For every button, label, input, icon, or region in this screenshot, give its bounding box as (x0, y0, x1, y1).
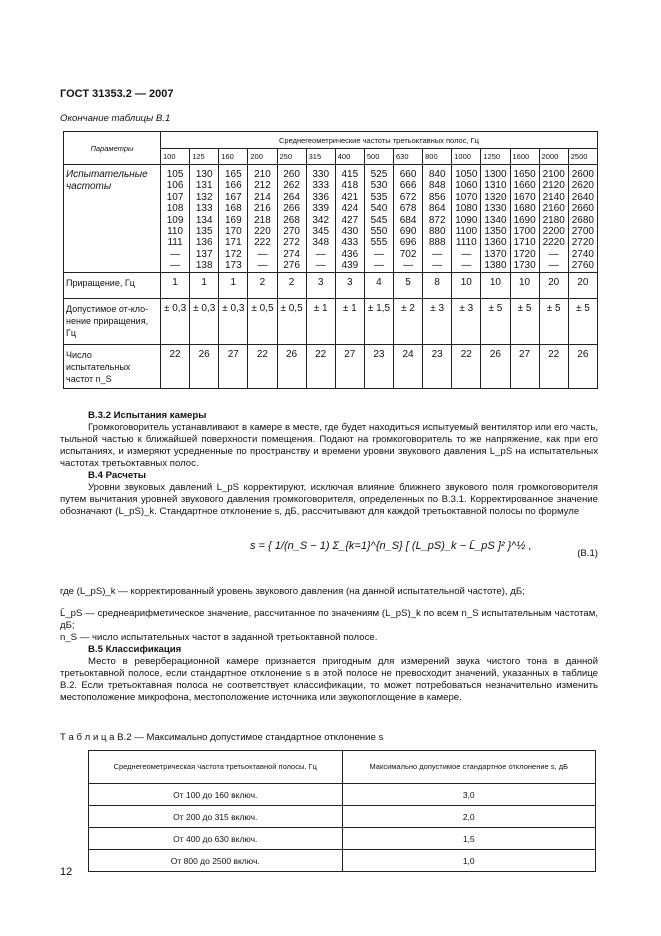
table2-col2-header: Максимально допустимое стандартное отклонение s, дБ (342, 751, 596, 784)
test-freq-value: 1340 (484, 214, 507, 226)
test-freq-value: 2620 (571, 180, 594, 192)
row-value: 23 (423, 344, 452, 388)
test-freq-value: 2160 (542, 203, 565, 215)
test-freq-value: 260 (283, 169, 300, 180)
test-freq-value: 109 (166, 214, 184, 226)
band-range: От 100 до 160 включ. (89, 784, 343, 806)
test-freq-value: 418 (341, 180, 359, 192)
test-freq-value: 1060 (455, 180, 478, 192)
test-freq-value: 430 (341, 226, 359, 238)
max-deviation: 1,5 (342, 828, 596, 850)
test-freq-value: — (315, 260, 326, 272)
test-freq-cell (277, 165, 306, 273)
test-freq-value: 133 (195, 203, 213, 215)
band-range: От 800 до 2500 включ. (89, 850, 343, 872)
table-row (89, 806, 596, 828)
test-freq-value: — (461, 260, 472, 272)
test-freq-value: 2140 (542, 191, 565, 203)
row-value: ± 5 (481, 298, 510, 344)
row-value: 24 (394, 344, 423, 388)
max-deviation: 2,0 (342, 806, 596, 828)
max-deviation: 3,0 (342, 784, 596, 806)
test-freq-value: 108 (166, 203, 184, 215)
test-freq-cell (394, 165, 423, 273)
row-label: Приращение, Гц (64, 272, 161, 298)
test-frequencies-row (64, 165, 598, 273)
row-value: 10 (481, 272, 510, 298)
test-freq-value: 1080 (455, 203, 478, 215)
row-value: ± 5 (539, 298, 568, 344)
test-freq-value: 2680 (571, 214, 594, 226)
row-value: ± 5 (510, 298, 539, 344)
band-header: 1250 (481, 149, 510, 165)
test-freq-value: 540 (370, 203, 388, 215)
body-text (60, 410, 598, 704)
row-value: 4 (364, 272, 393, 298)
test-freq-cell (190, 165, 219, 273)
test-freq-value: 1070 (455, 191, 478, 203)
formula-number: (В.1) (577, 548, 598, 559)
row-value: 23 (364, 344, 393, 388)
row-value: 22 (161, 344, 190, 388)
band-header: 2000 (539, 149, 568, 165)
row-value: ± 3 (423, 298, 452, 344)
test-freq-value: 165 (224, 169, 242, 180)
test-freq-value: 864 (428, 203, 446, 215)
test-freq-value: 333 (312, 180, 330, 192)
test-freq-value: 1330 (484, 203, 507, 215)
table-b1 (63, 131, 598, 389)
test-freq-value: 342 (312, 214, 330, 226)
test-freq-value: 268 (283, 214, 300, 226)
test-freq-value: — (373, 248, 384, 260)
test-freq-value: 2660 (571, 203, 594, 215)
test-freq-value: 170 (224, 226, 242, 238)
test-freq-value: 336 (312, 191, 330, 203)
test-freq-value: 1090 (455, 214, 478, 226)
test-freq-cell (510, 165, 539, 273)
table-row (64, 298, 598, 344)
test-freq-value: 330 (312, 169, 330, 180)
test-freq-value: 1680 (513, 203, 536, 215)
row-value: ± 3 (452, 298, 481, 344)
row-value: ± 1 (335, 298, 364, 344)
test-freq-cell (568, 165, 597, 273)
test-freq-value: 872 (428, 214, 446, 226)
test-freq-value: 1380 (484, 260, 507, 272)
table2-caption: Т а б л и ц а В.2 — Максимально допустимое стандартное отклонение s (60, 732, 384, 743)
test-freq-value: 2720 (571, 237, 594, 249)
test-freq-value: 1660 (513, 180, 536, 192)
test-freq-value: 2640 (571, 191, 594, 203)
test-freq-value: 545 (370, 214, 388, 226)
test-freq-value: 262 (283, 180, 300, 192)
test-freq-value: 132 (195, 191, 213, 203)
test-freq-value: 888 (428, 237, 446, 249)
test-freq-value: 218 (254, 214, 271, 226)
test-freq-value: 348 (312, 237, 330, 249)
row-value: 27 (510, 344, 539, 388)
test-freq-cell (481, 165, 510, 273)
test-freq-value: 168 (224, 203, 242, 215)
test-freq-value: 222 (254, 237, 271, 249)
test-freq-value: 1050 (455, 169, 478, 180)
test-freq-value: 138 (195, 260, 213, 272)
test-freq-value: 2220 (542, 237, 565, 249)
test-freq-value: — (432, 248, 443, 260)
test-freq-value: 270 (283, 226, 300, 238)
row-value: 22 (539, 344, 568, 388)
row-value: ± 1,5 (364, 298, 393, 344)
test-freq-cell (248, 165, 277, 273)
test-freq-value: 1710 (513, 237, 536, 249)
test-freq-cell (364, 165, 393, 273)
table-row (89, 784, 596, 806)
band-range: От 400 до 630 включ. (89, 828, 343, 850)
row-value: 10 (452, 272, 481, 298)
row-value: 26 (190, 344, 219, 388)
band-header: 315 (306, 149, 335, 165)
table-b2 (88, 750, 596, 872)
row-label: Число испытательных частот n_S (64, 344, 161, 388)
max-deviation: 1,0 (342, 850, 596, 872)
row-value: 22 (452, 344, 481, 388)
band-header: 160 (219, 149, 248, 165)
table-row (89, 828, 596, 850)
row-value: ± 5 (568, 298, 597, 344)
test-freq-value: — (432, 260, 443, 272)
test-freq-cell (161, 165, 190, 273)
test-freq-value: 111 (167, 237, 183, 249)
test-freq-value: 171 (224, 237, 242, 249)
test-freq-value: 535 (370, 191, 388, 203)
test-freq-value: 424 (341, 203, 359, 215)
test-freq-value: 137 (195, 248, 213, 260)
test-freq-value: 880 (428, 226, 446, 238)
row-value: 3 (335, 272, 364, 298)
band-header: 500 (364, 149, 393, 165)
test-freq-value: 684 (399, 214, 417, 226)
test-freq-value: 276 (283, 260, 300, 272)
section-b32-text: Громкоговоритель устанавливают в камере в месте, где будет находиться испытуемый вентилятор или его часть, тыльной частью к ближайшей поверхности помещения. Подают на громкоговоритель то же напряжение, как при его испытаниях, и измеряют усредненные по пространству и времени уровни звукового давления L_pS на испытательных частотах третьоктавных полос. (60, 422, 598, 469)
test-freq-value: 135 (195, 226, 213, 238)
section-b4-text: Уровни звуковых давлений L_pS корректируют, исключая влияние ближнего звукового поля громкоговорителя путем вычитания уровней звукового давления громкоговорителя, определенных по В.3.1. Корректированное значение обозначают (L_pS)_k. Стандартное отклонение s, дБ, рассчитывают для каждой третьоктавной полосы по формуле (60, 482, 598, 517)
test-freq-cell (423, 165, 452, 273)
test-freq-value: — (548, 248, 559, 260)
test-freq-value: 2700 (571, 226, 594, 238)
table-row (64, 272, 598, 298)
test-freq-value: 2120 (542, 180, 565, 192)
test-freq-value: 555 (370, 237, 388, 249)
test-freq-value: 264 (283, 191, 300, 203)
band-range: От 200 до 315 включ. (89, 806, 343, 828)
test-freq-value: 2100 (542, 169, 565, 180)
test-freq-value: 702 (399, 248, 417, 260)
test-freq-value: 415 (341, 169, 359, 180)
test-freq-value: 214 (254, 191, 271, 203)
test-freq-cell (335, 165, 364, 273)
test-freq-value: 427 (341, 214, 359, 226)
test-freq-value: 131 (195, 180, 213, 192)
definition-ns: n_S — число испытательных частот в заданной третьоктавной полосе. (60, 632, 378, 643)
test-freq-value: 550 (370, 226, 388, 238)
test-freq-value: 1320 (484, 191, 507, 203)
test-freq-value: 1310 (484, 180, 507, 192)
test-freq-cell (539, 165, 568, 273)
band-header: 200 (248, 149, 277, 165)
test-freq-value: 272 (283, 237, 300, 249)
section-b4-title: В.4 Расчеты (88, 470, 146, 481)
band-header: 630 (394, 149, 423, 165)
row-value: ± 0,3 (161, 298, 190, 344)
test-freq-value: 212 (254, 180, 271, 192)
test-freq-value: 345 (312, 226, 330, 238)
test-freq-value: 525 (370, 169, 388, 180)
test-freq-value: — (548, 260, 559, 272)
row-value: ± 0,3 (219, 298, 248, 344)
test-freq-value: 2180 (542, 214, 565, 226)
test-freq-value: 436 (341, 248, 359, 260)
test-freq-value: 167 (224, 191, 242, 203)
band-header: 400 (335, 149, 364, 165)
test-freq-value: 2200 (542, 226, 565, 238)
test-freq-value: 339 (312, 203, 330, 215)
row-value: ± 1 (306, 298, 335, 344)
test-freq-value: 2600 (571, 169, 594, 180)
test-freq-value: 172 (224, 248, 242, 260)
row-value: 27 (335, 344, 364, 388)
test-freq-value: 166 (224, 180, 242, 192)
test-freq-value: 105 (166, 169, 184, 180)
test-freq-value: 110 (167, 226, 184, 238)
test-freq-value: 1300 (484, 169, 507, 180)
row-value: 20 (568, 272, 597, 298)
test-freq-value: 660 (399, 169, 417, 180)
test-freq-value: 173 (224, 260, 242, 272)
row-value: 27 (219, 344, 248, 388)
test-freq-value: 1700 (513, 226, 536, 238)
param-header: Параметры (64, 132, 161, 165)
test-freq-value: 1670 (513, 191, 536, 203)
row-value: 26 (481, 344, 510, 388)
row-value: 8 (423, 272, 452, 298)
row-value: 20 (539, 272, 568, 298)
test-freq-value: 1100 (455, 226, 478, 238)
test-freq-value: 210 (254, 169, 271, 180)
table2-col1-header: Среднегеометрическая частота третьоктавной полосы, Гц (89, 751, 343, 784)
test-freq-cell (306, 165, 335, 273)
test-freq-value: — (403, 260, 414, 272)
test-freq-value: 169 (224, 214, 242, 226)
test-freq-value: 421 (341, 191, 359, 203)
test-freq-value: 1350 (484, 226, 507, 238)
band-header: 2500 (568, 149, 597, 165)
row-value: 2 (248, 272, 277, 298)
band-header: 800 (423, 149, 452, 165)
test-freq-value: 2760 (571, 260, 594, 272)
row-value: 22 (306, 344, 335, 388)
row-label: Допустимое от-кло-нение приращения, Гц (64, 298, 161, 344)
formula-b1 (60, 530, 598, 582)
group-header: Среднегеометрические частоты третьоктавных полос, Гц (161, 132, 598, 149)
test-freq-value: 107 (166, 191, 184, 203)
test-freq-value: 1360 (484, 237, 507, 249)
test-freq-value: 848 (428, 180, 446, 192)
test-freq-value: 106 (166, 180, 184, 192)
test-freq-value: 130 (195, 169, 213, 180)
row-value: 22 (248, 344, 277, 388)
row-value: 10 (510, 272, 539, 298)
test-freq-value: — (170, 260, 181, 272)
test-freq-cell (452, 165, 481, 273)
definition-lpsk: где (L_pS)_k — корректированный уровень звукового давления (на данной испытательной частоте), дБ; (60, 586, 525, 597)
test-freq-value: 2740 (571, 248, 594, 260)
test-freq-value: 220 (254, 226, 271, 238)
row-value: ± 0,5 (277, 298, 306, 344)
band-header: 1600 (510, 149, 539, 165)
test-freq-value: 530 (370, 180, 388, 192)
test-freq-value: 216 (254, 203, 271, 215)
test-freq-value: 1110 (455, 237, 477, 249)
section-b32-title: В.3.2 Испытания камеры (88, 410, 207, 421)
test-freq-value: 274 (283, 248, 300, 260)
test-freq-value: 666 (399, 180, 417, 192)
test-freq-value: — (315, 248, 326, 260)
row-value: ± 2 (394, 298, 423, 344)
row-value: 26 (277, 344, 306, 388)
page-number: 12 (60, 866, 73, 878)
test-freq-value: 134 (195, 214, 213, 226)
test-freq-value: — (257, 248, 268, 260)
row-value: 5 (394, 272, 423, 298)
band-header: 100 (161, 149, 190, 165)
test-freq-value: — (170, 248, 181, 260)
document-header: ГОСТ 31353.2 — 2007 (60, 88, 174, 100)
row-value: 26 (568, 344, 597, 388)
band-header: 1000 (452, 149, 481, 165)
test-freq-value: 672 (399, 191, 417, 203)
formula-expression: s = { 1/(n_S − 1) Σ_{k=1}^{n_S} [ (L_pS)_k − L̄_pS ]² }^½ , (250, 540, 532, 552)
test-freq-value: 840 (428, 169, 446, 180)
test-freq-value: 136 (195, 237, 213, 249)
row-value: 1 (190, 272, 219, 298)
test-freq-value: 439 (341, 260, 359, 272)
band-header: 125 (190, 149, 219, 165)
row-value: ± 0,5 (248, 298, 277, 344)
test-freq-value: 1690 (513, 214, 536, 226)
section-b5-title: В.5 Классификация (88, 644, 182, 655)
test-freq-value: 856 (428, 191, 446, 203)
test-freq-value: 678 (399, 203, 417, 215)
test-freq-value: 1370 (484, 248, 507, 260)
section-b5-text: Место в реверберационной камере признается пригодным для измерений звука чистого тона в данной третьоктавной полосе, если стандартное отклонение s в этой полосе не превосходит значений, указанных в таблице В.2. Если третьоктавная полоса не соответствует классификации, то может потребоваться незначительно изменить местоположение микрофона, местоположение источника или звукопоглощение в камере. (60, 656, 598, 703)
row-value: ± 0,3 (190, 298, 219, 344)
test-freq-value: 1730 (513, 260, 536, 272)
band-header: 250 (277, 149, 306, 165)
definition-lps-mean: L̄_pS — среднеарифметическое значение, рассчитанное по значениям (L_pS)_k по всем n_S испытательным частотам, дБ; (60, 608, 598, 631)
test-freq-value: — (373, 260, 384, 272)
table-row (64, 344, 598, 388)
table1-caption: Окончание таблицы В.1 (60, 113, 171, 124)
test-freq-label: Испытательные частоты (64, 165, 161, 273)
test-freq-value: 1720 (513, 248, 536, 260)
table-row (89, 850, 596, 872)
row-value: 1 (161, 272, 190, 298)
test-freq-value: — (257, 260, 268, 272)
test-freq-value: 1650 (513, 169, 536, 180)
test-freq-value: 696 (399, 237, 417, 249)
test-freq-cell (219, 165, 248, 273)
test-freq-value: 433 (341, 237, 359, 249)
row-value: 2 (277, 272, 306, 298)
test-freq-value: 690 (399, 226, 417, 238)
test-freq-value: 266 (283, 203, 300, 215)
row-value: 3 (306, 272, 335, 298)
row-value: 1 (219, 272, 248, 298)
test-freq-value: — (461, 248, 472, 260)
